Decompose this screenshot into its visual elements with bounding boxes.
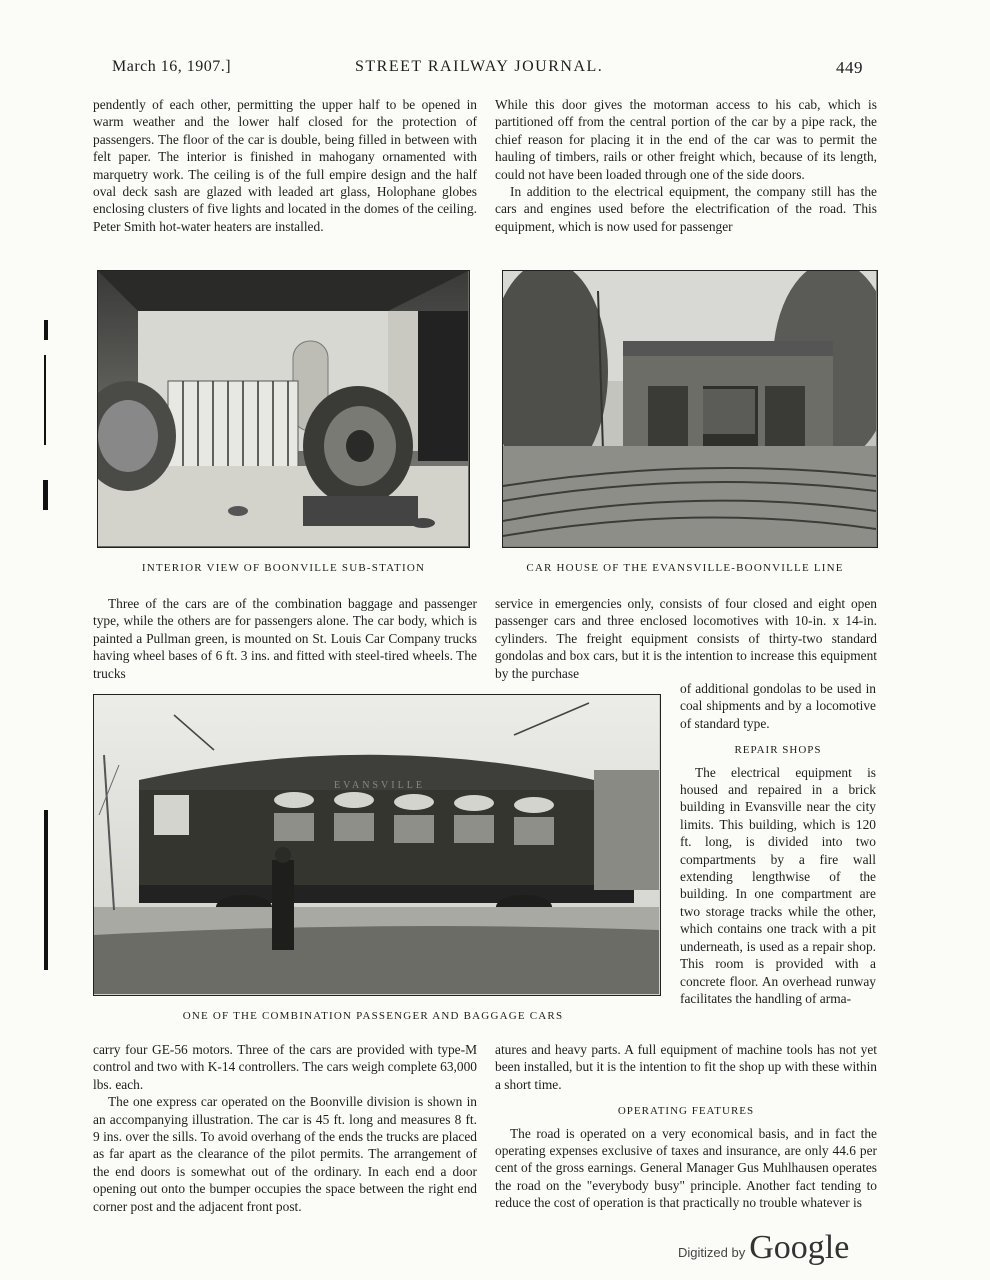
paragraph: of additional gondolas to be used in coal shipments and by a locomotive of standard type. xyxy=(680,681,876,731)
substation-photo xyxy=(97,270,470,548)
scan-mark xyxy=(43,480,48,510)
bottom-left-column xyxy=(93,1041,477,1215)
mid-right-column xyxy=(495,595,877,682)
page-number: 449 xyxy=(836,58,863,77)
carhouse-photo xyxy=(502,270,878,548)
journal-title: STREET RAILWAY JOURNAL. xyxy=(355,58,604,75)
scan-mark xyxy=(44,320,48,340)
running-head-date: March 16, 1907.] xyxy=(112,58,232,75)
google-logo: Google xyxy=(749,1229,850,1266)
substation-caption: INTERIOR VIEW OF BOONVILLE SUB-STATION xyxy=(141,562,426,574)
paragraph: service in emergencies only, consists of four closed and eight open passenger cars and three enclosed locomotives with 10-in. x 14-in. cylinders. The freight equipment consists of thirty-two standard gondolas and box cars, but it is the intention to increase this equipment by the purchase xyxy=(495,596,877,681)
google-watermark xyxy=(678,1222,868,1268)
top-left-column xyxy=(93,96,477,235)
paragraph: In addition to the electrical equipment, the company still has the cars and engines used before the electrification of the road. This equipment, which is now used for passenger xyxy=(495,184,877,234)
combination-car-illustration xyxy=(94,695,659,994)
carhouse-caption: CAR HOUSE OF THE EVANSVILLE-BOONVILLE LINE xyxy=(526,562,844,574)
side-column xyxy=(680,680,876,1007)
paragraph: The road is operated on a very economical basis, and in fact the operating expenses exclusive of taxes and insurance, are only 44.6 per cent of the gross earnings. General Manager Gus Muhlhausen operates the road on the "everybody busy" principle. Another fact tending to reduce the cost of operation is that practically no trouble whatever is xyxy=(495,1125,877,1211)
scan-mark xyxy=(44,355,46,445)
carhouse-illustration xyxy=(503,271,876,546)
paragraph: The electrical equipment is housed and repaired in a brick building in Evansville near the city limits. This building, which is 120 ft. long, is divided into two compartments by a fire wall extending lengthwise of the building. In one compartment are two storage tracks while the other, which contains one track with a pit underneath, is used as a repair shop. This room is provided with a concrete floor. An overhead runway facilitates the handling of arma- xyxy=(680,764,876,1006)
substation-illustration xyxy=(98,271,468,546)
section-heading-operating-features: OPERATING FEATURES xyxy=(617,1105,755,1118)
mid-left-column xyxy=(93,595,477,682)
paragraph: The one express car operated on the Boonville division is shown in an accompanying illustration. The car is 45 ft. long and measures 8 ft. 9 ins. over the sills. To avoid overhang of the ends the trucks are placed as far apart as the clearance of the pilot permits. The arrangement of the end doors is somewhat out of the ordinary. In each end a door opening out onto the bumper occupies the space between the right end corner post and the adjacent front post. xyxy=(93,1094,477,1214)
top-right-column xyxy=(495,96,877,235)
car-lettering: EVANSVILLE xyxy=(334,780,425,791)
section-heading-repair-shops: REPAIR SHOPS xyxy=(734,744,822,757)
paragraph: pendently of each other, permitting the upper half to be opened in warm weather and the lower half closed for the protection of passengers. The floor of the car is double, being filled in between with felt paper. The interior is finished in mahogany ornamented with marquetry work. The ceiling is of the full empire design and the half oval deck sash are glazed with leaded art glass, Holophane globes enclosing clusters of five lights and located in the domes of the ceiling. Peter Smith hot-water heaters are installed. xyxy=(93,97,477,234)
bottom-right-column xyxy=(495,1041,877,1212)
combination-car-caption: ONE OF THE COMBINATION PASSENGER AND BAGGAGE CARS xyxy=(182,1010,564,1022)
paragraph: While this door gives the motorman access to his cab, which is partitioned off from the central portion of the car by a pipe rack, the chief reason for placing it in the end of the car was to permit the hauling of timbers, rails or other freight which, because of its length, could not have been loaded through one of the side doors. xyxy=(495,97,877,182)
paragraph: carry four GE-56 motors. Three of the cars are provided with type-M control and two with K-14 controllers. The cars weigh complete 63,000 lbs. each. xyxy=(93,1042,477,1092)
paragraph: atures and heavy parts. A full equipment of machine tools has not yet been installed, but it is the intention to fit the shop up with these within a short time. xyxy=(495,1042,877,1092)
paragraph: Three of the cars are of the combination baggage and passenger type, while the others are for passengers alone. The car body, which is painted a Pullman green, is mounted on St. Louis Car Company trucks having wheel bases of 6 ft. 3 ins. and fitted with steel-tired wheels. The trucks xyxy=(93,596,477,681)
digitized-label: Digitized by xyxy=(678,1245,746,1260)
combination-car-photo xyxy=(93,694,661,996)
scan-mark xyxy=(44,810,48,970)
